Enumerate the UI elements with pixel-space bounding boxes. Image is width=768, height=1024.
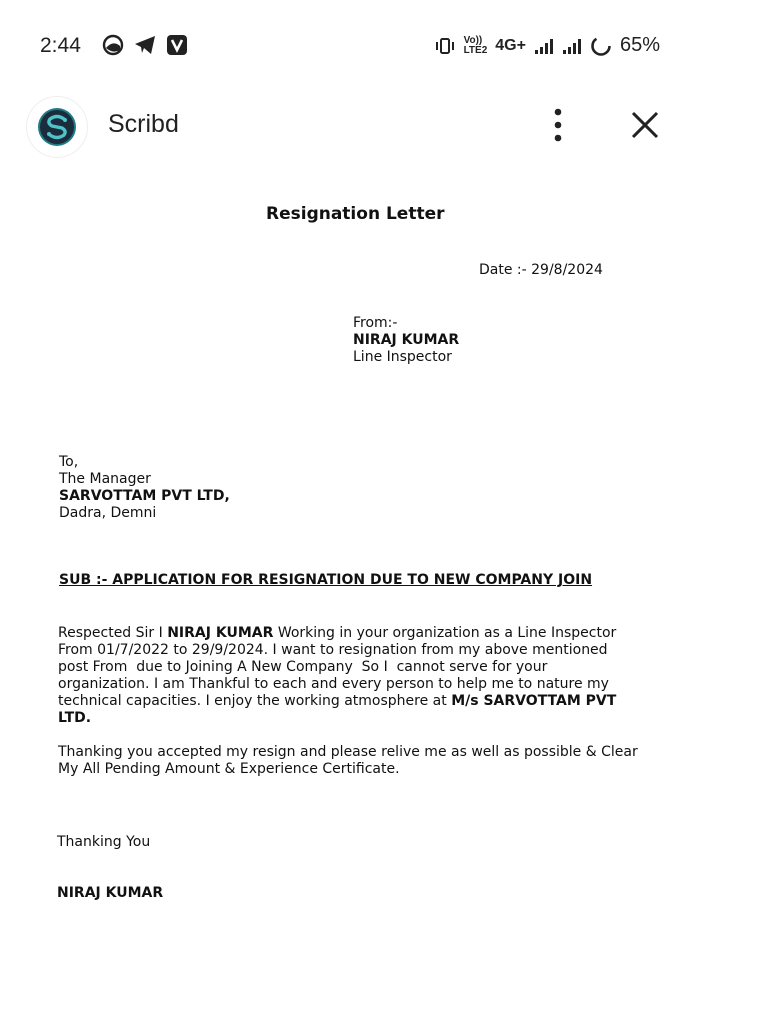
document-date: Date :- 29/8/2024 — [479, 262, 603, 278]
para1-line5-company: M/s SARVOTTAM PVT — [451, 693, 617, 709]
para1-line2: From 01/7/2022 to 29/9/2024. I want to resignation from my above mentioned — [58, 642, 608, 658]
para1-line4: organization. I am Thankful to each and every person to help me to nature my — [58, 676, 609, 692]
battery-percent: 65% — [619, 34, 660, 56]
para1-line1 — [58, 625, 658, 642]
para1-line6-company: LTD. — [58, 710, 92, 726]
para1-line5 — [58, 693, 658, 710]
para1-line1-rest: Working in your organization as a Line Inspector — [273, 625, 617, 641]
more-options-button[interactable] — [546, 108, 570, 142]
to-address: Dadra, Demni — [59, 505, 157, 521]
status-system-icons — [434, 34, 660, 57]
network-type: 4G+ — [495, 36, 526, 54]
telegram-icon — [134, 35, 156, 55]
battery-icon — [590, 35, 612, 57]
para2-line1: Thanking you accepted my resign and please relive me as well as possible & Clear — [58, 744, 638, 760]
para1-line5-prefix: technical capacities. I enjoy the working atmosphere at — [58, 693, 452, 709]
volte-line1: Vo)) — [463, 34, 483, 46]
subject-line: SUB :- APPLICATION FOR RESIGNATION DUE TO NEW COMPANY JOIN — [59, 572, 593, 588]
para2-line2: My All Pending Amount & Experience Certificate. — [58, 761, 400, 777]
to-recipient: The Manager — [59, 471, 151, 487]
close-icon — [628, 108, 662, 142]
body-paragraph-1 — [58, 625, 658, 727]
to-company: SARVOTTAM PVT LTD, — [59, 488, 230, 504]
body-paragraph-2 — [58, 744, 658, 778]
document-title: Resignation Letter — [266, 204, 445, 224]
from-name: NIRAJ KUMAR — [353, 332, 460, 348]
app-title: Scribd — [108, 110, 179, 138]
close-button[interactable] — [628, 108, 662, 142]
para1-prefix: Respected Sir I — [58, 625, 168, 641]
to-label: To, — [59, 454, 79, 470]
signal-icon-sim1 — [534, 37, 554, 55]
signal-icon-sim2 — [562, 37, 582, 55]
from-position: Line Inspector — [353, 349, 452, 365]
para1-line6 — [58, 710, 658, 727]
closing-text: Thanking You — [57, 834, 151, 850]
v-app-icon — [166, 34, 188, 56]
signature-name: NIRAJ KUMAR — [57, 885, 164, 901]
scribd-logo-icon — [37, 107, 77, 147]
volte-indicator — [464, 36, 488, 56]
scribd-logo — [26, 96, 88, 158]
from-block — [353, 315, 459, 366]
from-label: From:- — [353, 315, 398, 331]
para1-name: NIRAJ KUMAR — [167, 625, 274, 641]
status-notification-icons — [102, 34, 188, 56]
volte-line2: LTE2 — [463, 44, 488, 56]
app-circle-icon — [102, 34, 124, 56]
more-vertical-icon — [546, 108, 570, 142]
para1-line3: post From due to Joining A New Company So I cannot serve for your — [58, 659, 548, 675]
to-block — [59, 454, 230, 522]
status-time: 2:44 — [40, 34, 81, 57]
vibrate-icon — [434, 37, 456, 55]
